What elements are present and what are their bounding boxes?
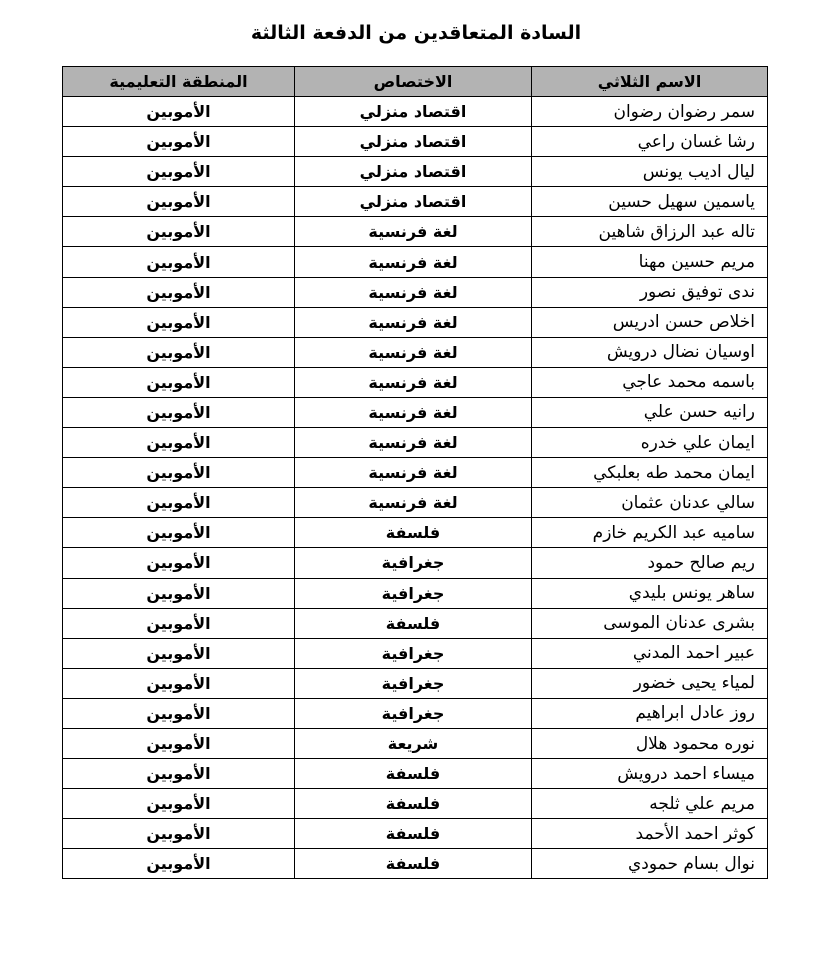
cell-full-name: نوره محمود هلال (532, 728, 768, 758)
table-row (63, 638, 768, 668)
cell-specialty: لغة فرنسية (295, 397, 532, 427)
table-row (63, 849, 768, 879)
table-row (63, 759, 768, 789)
cell-full-name: اخلاص حسن ادريس (532, 307, 768, 337)
table-row (63, 488, 768, 518)
cell-full-name: لمياء يحيى خضور (532, 668, 768, 698)
cell-specialty: فلسفة (295, 518, 532, 548)
cell-specialty: جغرافية (295, 638, 532, 668)
table-row (63, 458, 768, 488)
cell-full-name: ياسمين سهيل حسين (532, 187, 768, 217)
cell-region: الأموبين (63, 307, 295, 337)
cell-full-name: ساميه عبد الكريم خازم (532, 518, 768, 548)
document-title: السادة المتعاقدين من الدفعة الثالثة (250, 22, 582, 44)
cell-specialty: فلسفة (295, 849, 532, 879)
cell-specialty: جغرافية (295, 698, 532, 728)
table-row (63, 277, 768, 307)
cell-region: الأموبين (63, 668, 295, 698)
cell-region: الأموبين (63, 397, 295, 427)
table-row (63, 578, 768, 608)
cell-region: الأموبين (63, 608, 295, 638)
table-row (63, 367, 768, 397)
cell-full-name: رانيه حسن علي (532, 397, 768, 427)
cell-specialty: فلسفة (295, 789, 532, 819)
cell-full-name: ايمان علي خدره (532, 428, 768, 458)
cell-full-name: سالي عدنان عثمان (532, 488, 768, 518)
cell-region: الأموبين (63, 157, 295, 187)
cell-region: الأموبين (63, 789, 295, 819)
cell-specialty: لغة فرنسية (295, 247, 532, 277)
cell-specialty: لغة فرنسية (295, 367, 532, 397)
cell-specialty: لغة فرنسية (295, 307, 532, 337)
table-row (63, 337, 768, 367)
table-row (63, 187, 768, 217)
cell-region: الأموبين (63, 488, 295, 518)
cell-region: الأموبين (63, 247, 295, 277)
table-row (63, 397, 768, 427)
cell-region: الأموبين (63, 187, 295, 217)
table-row (63, 548, 768, 578)
cell-full-name: ندى توفيق نصور (532, 277, 768, 307)
column-header-specialty: الاختصاص (295, 67, 532, 97)
table-row (63, 728, 768, 758)
cell-region: الأموبين (63, 849, 295, 879)
table-row (63, 307, 768, 337)
table-row (63, 698, 768, 728)
cell-specialty: شريعة (295, 728, 532, 758)
table-row (63, 428, 768, 458)
table-row (63, 668, 768, 698)
cell-region: الأموبين (63, 97, 295, 127)
cell-region: الأموبين (63, 367, 295, 397)
cell-region: الأموبين (63, 217, 295, 247)
cell-full-name: اوسيان نضال درويش (532, 337, 768, 367)
cell-region: الأموبين (63, 337, 295, 367)
cell-region: الأموبين (63, 819, 295, 849)
cell-full-name: ايمان محمد طه بعلبكي (532, 458, 768, 488)
cell-full-name: مريم علي ثلجه (532, 789, 768, 819)
cell-region: الأموبين (63, 759, 295, 789)
cell-specialty: فلسفة (295, 819, 532, 849)
cell-specialty: فلسفة (295, 759, 532, 789)
cell-region: الأموبين (63, 518, 295, 548)
cell-full-name: باسمه محمد عاجي (532, 367, 768, 397)
cell-full-name: روز عادل ابراهيم (532, 698, 768, 728)
table-row (63, 819, 768, 849)
cell-region: الأموبين (63, 548, 295, 578)
cell-specialty: اقتصاد منزلي (295, 157, 532, 187)
cell-full-name: ساهر يونس بليدي (532, 578, 768, 608)
cell-full-name: كوثر احمد الأحمد (532, 819, 768, 849)
cell-full-name: ليال اديب يونس (532, 157, 768, 187)
cell-full-name: نوال بسام حمودي (532, 849, 768, 879)
cell-specialty: لغة فرنسية (295, 337, 532, 367)
cell-full-name: مريم حسين مهنا (532, 247, 768, 277)
table-row (63, 97, 768, 127)
cell-full-name: ميساء احمد درويش (532, 759, 768, 789)
table-header-row (63, 67, 768, 97)
cell-specialty: لغة فرنسية (295, 458, 532, 488)
cell-full-name: تاله عبد الرزاق شاهين (532, 217, 768, 247)
cell-specialty: لغة فرنسية (295, 217, 532, 247)
contractors-table (62, 66, 768, 879)
table-row (63, 247, 768, 277)
cell-region: الأموبين (63, 127, 295, 157)
cell-full-name: عبير احمد المدني (532, 638, 768, 668)
cell-full-name: رشا غسان راعي (532, 127, 768, 157)
table-row (63, 518, 768, 548)
cell-specialty: فلسفة (295, 608, 532, 638)
cell-region: الأموبين (63, 428, 295, 458)
cell-region: الأموبين (63, 698, 295, 728)
table-body (63, 97, 768, 879)
cell-specialty: لغة فرنسية (295, 277, 532, 307)
cell-full-name: ريم صالح حمود (532, 548, 768, 578)
table-row (63, 157, 768, 187)
column-header-region: المنطقة التعليمية (63, 67, 295, 97)
cell-specialty: جغرافية (295, 668, 532, 698)
cell-specialty: اقتصاد منزلي (295, 127, 532, 157)
cell-full-name: بشرى عدنان الموسى (532, 608, 768, 638)
cell-region: الأموبين (63, 578, 295, 608)
column-header-name: الاسم الثلاثي (532, 67, 768, 97)
cell-specialty: جغرافية (295, 548, 532, 578)
table-row (63, 608, 768, 638)
table-row (63, 127, 768, 157)
cell-specialty: لغة فرنسية (295, 428, 532, 458)
cell-specialty: جغرافية (295, 578, 532, 608)
table-row (63, 217, 768, 247)
cell-specialty: اقتصاد منزلي (295, 187, 532, 217)
cell-full-name: سمر رضوان رضوان (532, 97, 768, 127)
cell-specialty: لغة فرنسية (295, 488, 532, 518)
cell-region: الأموبين (63, 638, 295, 668)
cell-region: الأموبين (63, 458, 295, 488)
cell-specialty: اقتصاد منزلي (295, 97, 532, 127)
cell-region: الأموبين (63, 728, 295, 758)
cell-region: الأموبين (63, 277, 295, 307)
table-row (63, 789, 768, 819)
